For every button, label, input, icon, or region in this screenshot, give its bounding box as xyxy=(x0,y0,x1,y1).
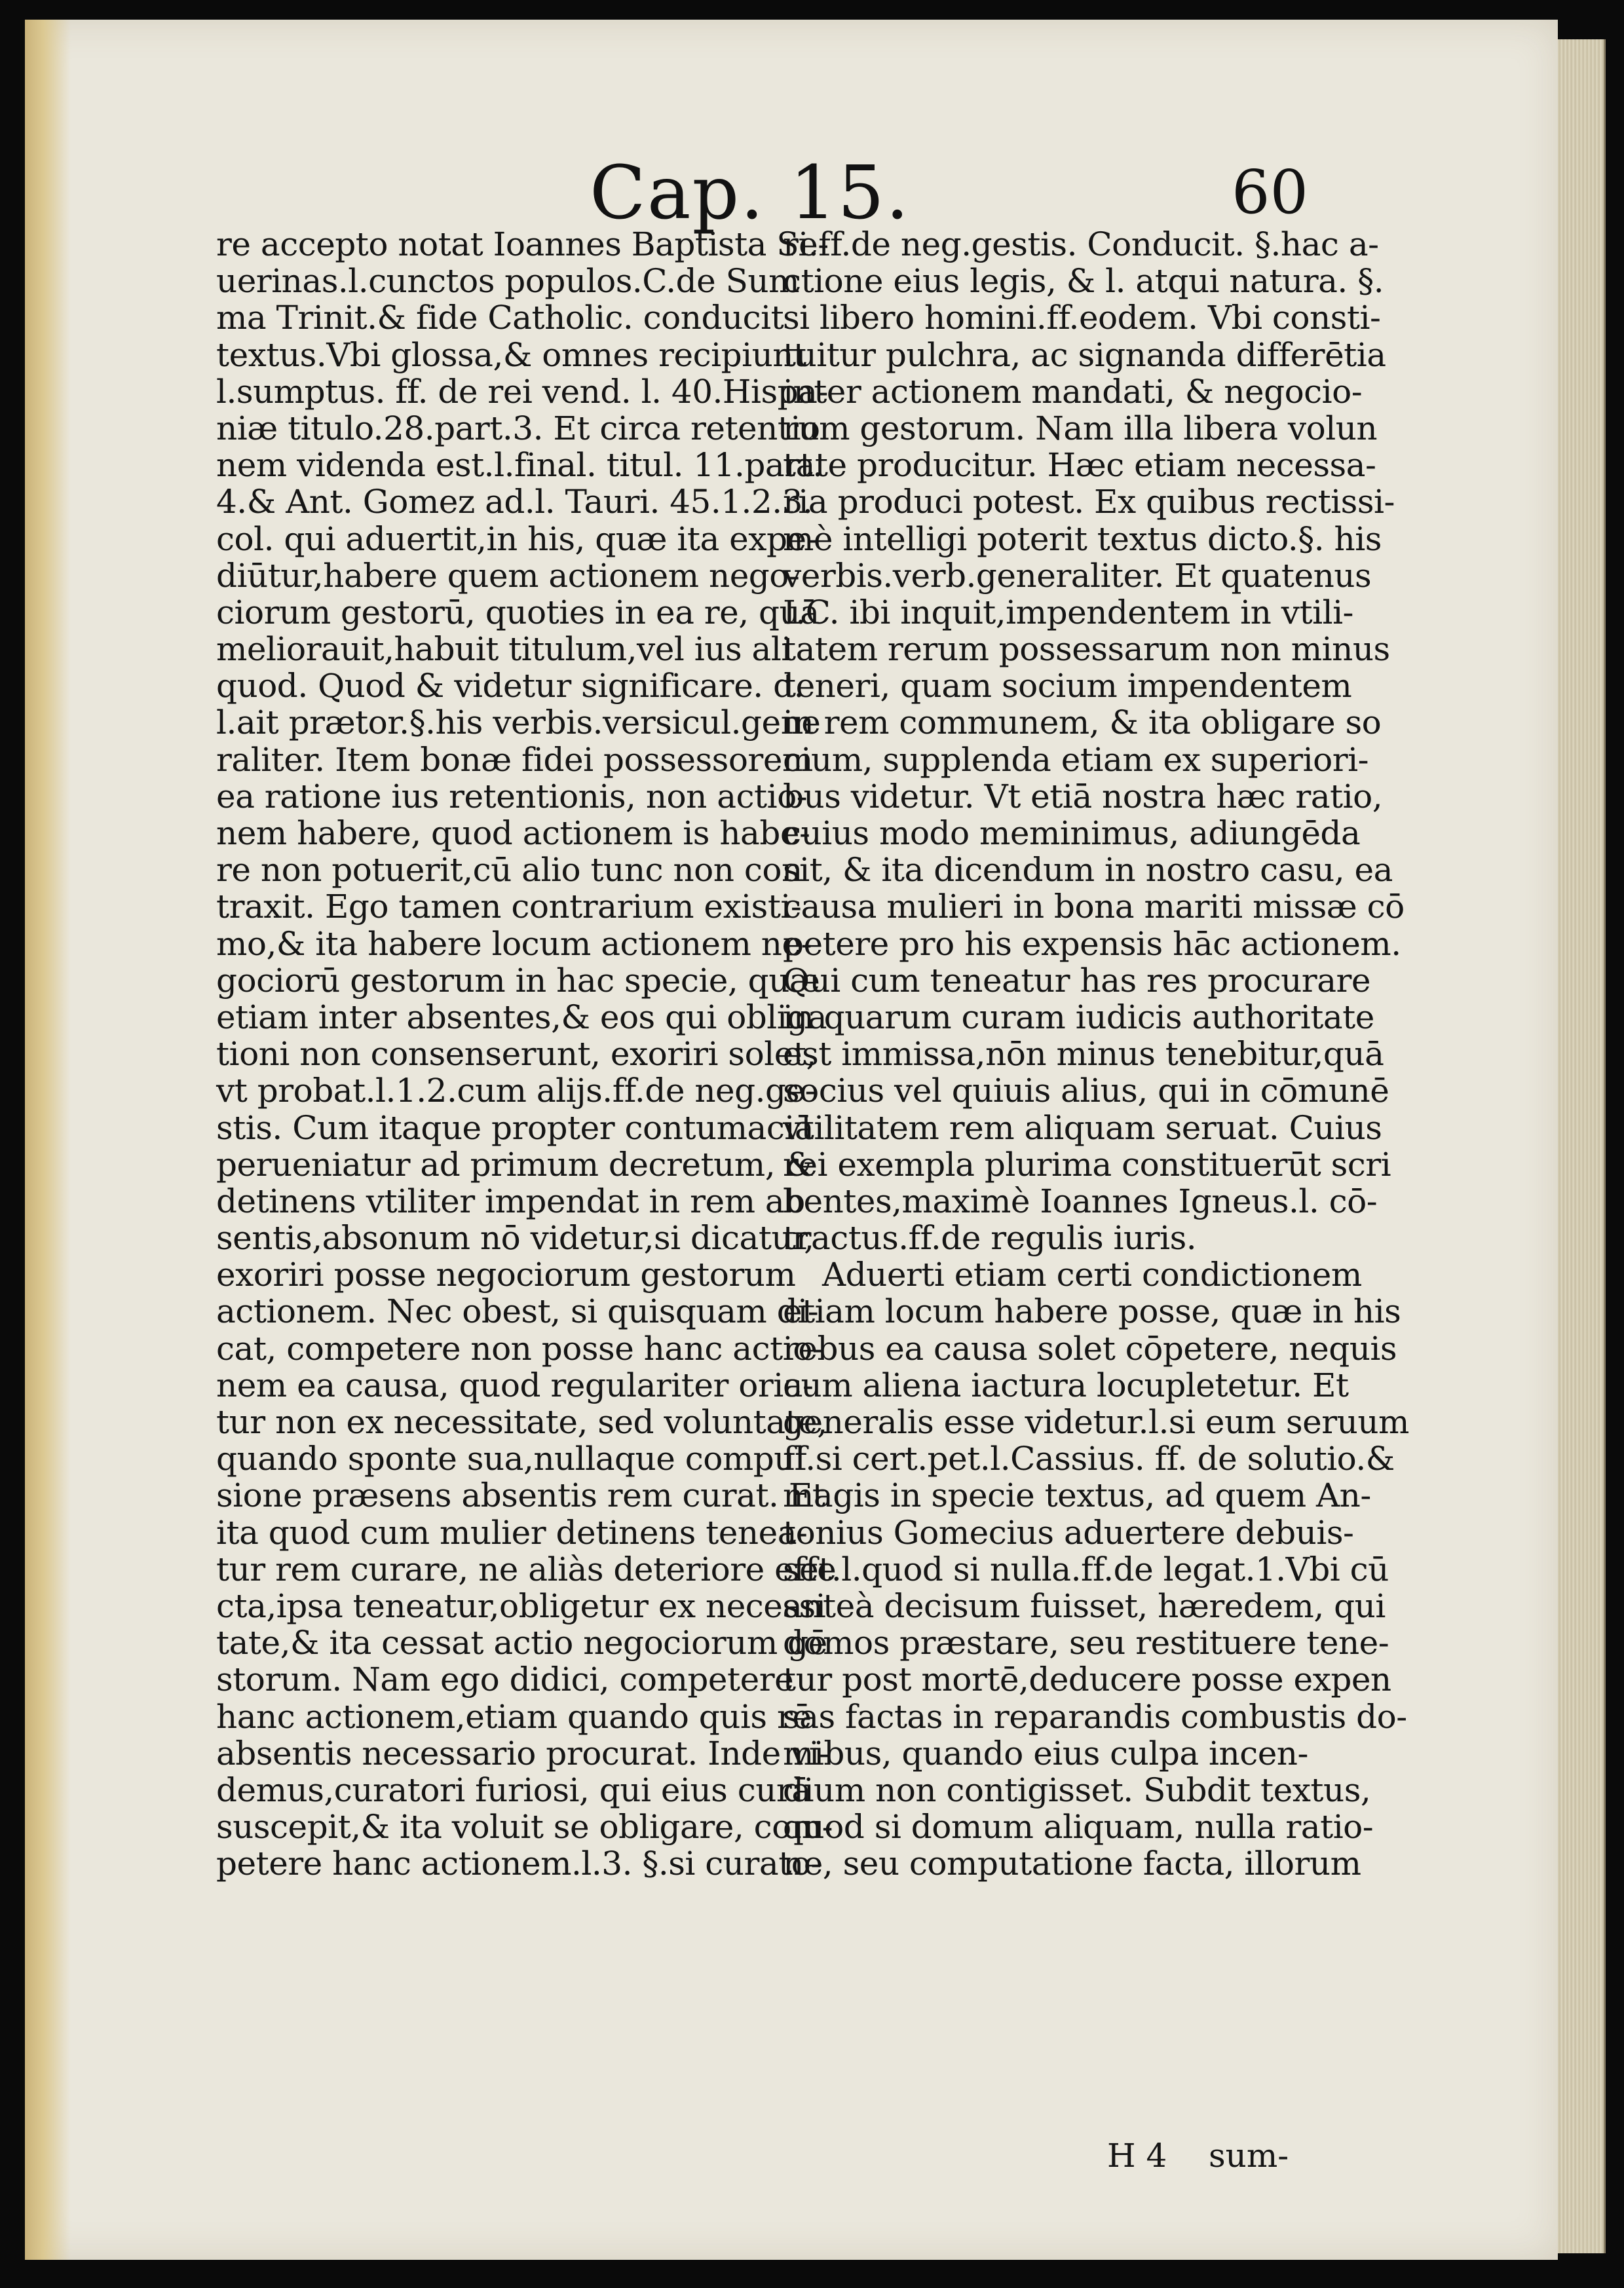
text-line: cium, supplenda etiam ex superiori- xyxy=(783,740,1369,779)
text-line: ne, seu computatione facta, illorum xyxy=(783,1845,1361,1883)
text-line: meliorauit,habuit titulum,vel ius ali xyxy=(216,630,791,669)
text-line: re non potuerit,cū alio tunc non con xyxy=(216,851,803,890)
text-line: raliter. Item bonæ fidei possessorem xyxy=(216,740,813,779)
text-line: demus,curatori furiosi, qui eius curā xyxy=(216,1771,811,1809)
text-line: ria produci potest. Ex quibus rectissi- xyxy=(783,483,1395,521)
text-line: rum gestorum. Nam illa libera volun xyxy=(783,409,1378,447)
text-line: stis. Cum itaque propter contumaciā xyxy=(216,1108,814,1147)
text-line: mè intelligi poterit textus dicto.§. his xyxy=(783,519,1382,558)
text-line: cta,ipsa teneatur,obligetur ex necessi xyxy=(216,1586,826,1625)
text-line: quod. Quod & videtur significare. d. xyxy=(216,667,804,705)
text-line: tur post mortē,deducere posse expen xyxy=(783,1660,1391,1699)
text-line: actionem. Nec obest, si quisquam di- xyxy=(216,1292,819,1331)
text-line: 4.& Ant. Gomez ad.l. Tauri. 45.1.2.3. xyxy=(216,483,813,521)
text-line: col. qui aduertit,in his, quæ ita expe- xyxy=(216,519,817,558)
text-line: tatem rerum possessarum non minus xyxy=(783,630,1390,669)
text-line: perueniatur ad primum decretum, & xyxy=(216,1145,814,1184)
text-line: re accepto notat Ioannes Baptista Se- xyxy=(216,225,829,263)
text-line: ciorum gestorū, quoties in ea re, quā xyxy=(216,593,820,631)
text-line: domos præstare, seu restituere tene- xyxy=(783,1624,1389,1662)
text-line: tractus.ff.de regulis iuris. xyxy=(783,1219,1197,1258)
text-line: Qui cum teneatur has res procurare xyxy=(783,961,1370,1000)
text-line: cat, competere non posse hanc actio- xyxy=(216,1329,823,1368)
text-line: bentes,maximè Ioannes Igneus.l. cō- xyxy=(783,1182,1378,1220)
catchword: sum- xyxy=(1209,2137,1289,2175)
text-line: rei exempla plurima constituerūt scri xyxy=(783,1145,1391,1184)
text-line: causa mulieri in bona mariti missæ cō xyxy=(783,888,1405,926)
text-line: dium non contigisset. Subdit textus, xyxy=(783,1771,1371,1809)
text-line: Aduerti etiam certi condictionem xyxy=(822,1256,1362,1294)
text-line: absentis necessario procurat. Inde vi- xyxy=(216,1734,830,1772)
text-line: si libero homini.ff.eodem. Vbi consti- xyxy=(783,299,1381,337)
text-line: ri.ff.de neg.gestis. Conducit. §.hac a- xyxy=(783,225,1379,263)
text-line: petere hanc actionem.l.3. §.si curato- xyxy=(216,1845,821,1883)
text-line: tate producitur. Hæc etiam necessa- xyxy=(783,446,1376,485)
text-line: bus videtur. Vt etiā nostra hæc ratio, xyxy=(783,777,1383,816)
text-line: uerinas.l.cunctos populos.C.de Sum xyxy=(216,262,799,301)
text-line: inter actionem mandati, & negocio- xyxy=(783,372,1363,411)
text-line: socius vel quiuis alius, qui in cōmunē xyxy=(783,1072,1389,1110)
text-line: etiam locum habere posse, quæ in his xyxy=(783,1292,1401,1331)
gutter-stain xyxy=(25,20,71,2260)
page-number: 60 xyxy=(1232,157,1309,227)
text-line: diūtur,habere quem actionem nego- xyxy=(216,556,800,595)
text-line: sentis,absonum nō videtur,si dicatur, xyxy=(216,1219,814,1258)
text-line: mibus, quando eius culpa incen- xyxy=(783,1734,1308,1772)
text-line: set.l.quod si nulla.ff.de legat.1.Vbi cū xyxy=(783,1550,1389,1588)
text-line: quod si domum aliquam, nulla ratio- xyxy=(783,1808,1374,1847)
signature-mark: H 4 xyxy=(1107,2137,1167,2175)
text-line: l.sumptus. ff. de rei vend. l. 40.Hispa- xyxy=(216,372,828,411)
text-line: ff.si cert.pet.l.Cassius. ff. de solutio.& xyxy=(783,1440,1395,1478)
text-line: tioni non consenserunt, exoriri solet, xyxy=(216,1035,816,1074)
text-line: anteà decisum fuisset, hæredem, qui xyxy=(783,1586,1386,1625)
text-line: rebus ea causa solet cōpetere, nequis xyxy=(783,1329,1397,1368)
text-line: storum. Nam ego didici, competere xyxy=(216,1660,794,1699)
text-line: l.ait prætor.§.his verbis.versicul.gene xyxy=(216,703,821,742)
text-line: in quarum curam iudicis authoritate xyxy=(783,998,1374,1036)
text-line: tonius Gomecius aduertere debuis- xyxy=(783,1513,1354,1552)
text-line: sione præsens absentis rem curat. Et xyxy=(216,1476,825,1515)
text-line: cuius modo meminimus, adiungēda xyxy=(783,814,1361,852)
text-line: tur rem curare, ne aliàs deteriore effe xyxy=(216,1550,837,1588)
text-line: ctione eius legis, & l. atqui natura. §. xyxy=(783,262,1384,301)
text-line: detinens vtiliter impendat in rem ab xyxy=(216,1182,805,1220)
text-line: quando sponte sua,nullaque compul xyxy=(216,1440,805,1478)
text-line: etiam inter absentes,& eos qui obliga xyxy=(216,998,827,1036)
running-head: Cap. 15. xyxy=(590,151,911,236)
text-line: cum aliena iactura locupletetur. Et xyxy=(783,1366,1349,1404)
page-edge xyxy=(1558,39,1606,2253)
text-line: textus.Vbi glossa,& omnes recipiunt xyxy=(216,335,806,374)
text-line: generalis esse videtur.l.si eum seruum xyxy=(783,1403,1409,1441)
text-line: gociorū gestorum in hac specie, quæ xyxy=(216,961,820,1000)
right-text-column xyxy=(783,225,1409,1883)
text-line: sit, & ita dicendum in nostro casu, ea xyxy=(783,851,1393,890)
text-line: vt probat.l.1.2.cum alijs.ff.de neg.ge- xyxy=(216,1072,816,1110)
text-line: mo,& ita habere locum actionem ne- xyxy=(216,924,812,963)
text-line: exoriri posse negociorum gestorum xyxy=(216,1256,796,1294)
text-line: nem habere, quod actionem is habe- xyxy=(216,814,810,852)
text-line: sas factas in reparandis combustis do- xyxy=(783,1697,1407,1736)
text-line: hanc actionem,etiam quando quis rē xyxy=(216,1697,812,1736)
text-line: I.C. ibi inquit,impendentem in vtili- xyxy=(783,593,1353,631)
text-line: traxit. Ego tamen contrarium existi- xyxy=(216,888,802,926)
text-line: in rem communem, & ita obligare so xyxy=(783,703,1382,742)
text-line: ma Trinit.& fide Catholic. conducit xyxy=(216,299,784,337)
text-line: nem videnda est.l.final. titul. 11.part. xyxy=(216,446,823,485)
text-line: ea ratione ius retentionis, non actio- xyxy=(216,777,808,816)
text-line: ita quod cum mulier detinens tenea- xyxy=(216,1513,808,1552)
text-line: magis in specie textus, ad quem An- xyxy=(783,1476,1371,1515)
text-line: petere pro his expensis hāc actionem. xyxy=(783,924,1401,963)
text-line: tur non ex necessitate, sed voluntate, xyxy=(216,1403,827,1441)
text-line: vtilitatem rem aliquam seruat. Cuius xyxy=(783,1108,1382,1147)
text-line: tate,& ita cessat actio negociorum gē xyxy=(216,1624,827,1662)
text-line: teneri, quam socium impendentem xyxy=(783,667,1352,705)
left-text-column xyxy=(216,225,837,1883)
text-line: nem ea causa, quod regulariter oria- xyxy=(216,1366,814,1404)
text-line: suscepit,& ita voluit se obligare, com- xyxy=(216,1808,833,1847)
text-line: verbis.verb.generaliter. Et quatenus xyxy=(783,556,1372,595)
text-line: tuitur pulchra, ac signanda differētia xyxy=(783,335,1386,374)
text-line: est immissa,nōn minus tenebitur,quā xyxy=(783,1035,1384,1074)
text-line: niæ titulo.28.part.3. Et circa retentio xyxy=(216,409,820,447)
